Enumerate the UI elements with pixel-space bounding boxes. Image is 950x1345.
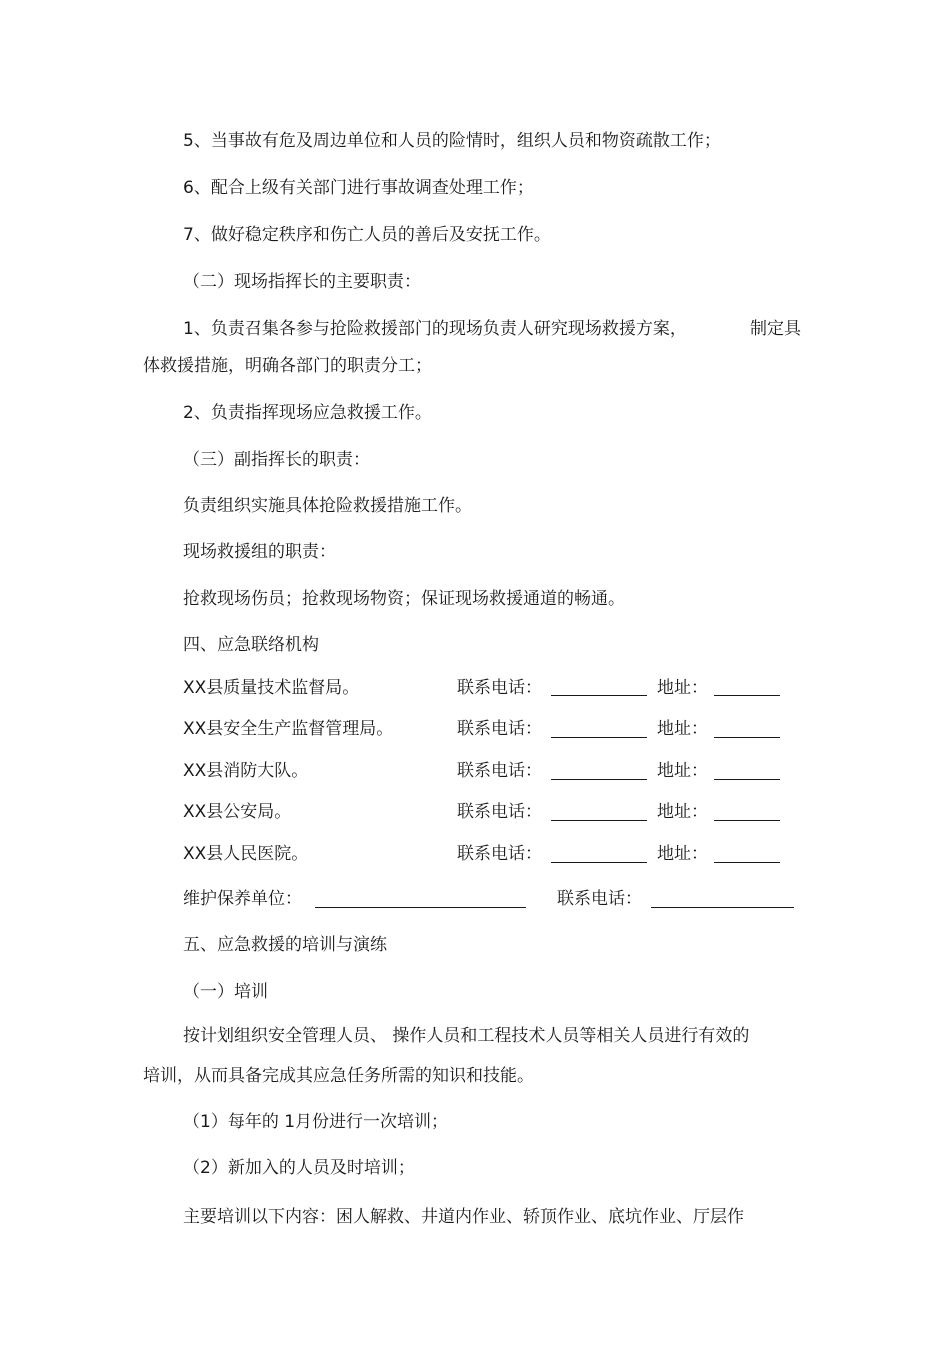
training-content: 主要培训以下内容：困人解救、井道内作业、轿顶作业、底坑作业、厅层作 xyxy=(183,1207,744,1227)
training-subheading: （一）培训 xyxy=(183,982,268,1002)
contact-address-blank[interactable] xyxy=(714,779,780,780)
training-intro-line-2: 培训，从而具备完成其应急任务所需的知识和技能。 xyxy=(143,1066,534,1086)
commander-duty-1-part-b: 制定具 xyxy=(750,319,801,339)
contact-address-blank[interactable] xyxy=(714,862,780,863)
contact-phone-blank[interactable] xyxy=(551,820,647,821)
commander-duty-2: 2、负责指挥现场应急救援工作。 xyxy=(183,403,432,423)
contact-address-label: 地址： xyxy=(657,678,708,698)
duty-item-6: 6、配合上级有关部门进行事故调查处理工作； xyxy=(183,178,534,198)
contact-org: XX县安全生产监督管理局。 xyxy=(183,719,394,739)
training-section-heading: 五、应急救援的培训与演练 xyxy=(183,935,387,955)
training-item-1: （1）每年的 1月份进行一次培训； xyxy=(183,1112,449,1132)
training-item-2: （2）新加入的人员及时培训； xyxy=(183,1158,415,1178)
contact-address-label: 地址： xyxy=(657,719,708,739)
contact-org: XX县人民医院。 xyxy=(183,844,309,864)
contact-phone-blank[interactable] xyxy=(551,737,647,738)
contact-address-label: 地址： xyxy=(657,761,708,781)
duty-item-5: 5、当事故有危及周边单位和人员的险情时，组织人员和物资疏散工作； xyxy=(183,131,721,151)
commander-duty-1-part-a: 1、负责召集各参与抢险救援部门的现场负责人研究现场救援方案， xyxy=(183,319,687,339)
training-intro-line-1: 按计划组织安全管理人员、 操作人员和工程技术人员等相关人员进行有效的 xyxy=(183,1026,750,1046)
maintenance-unit-label: 维护保养单位： xyxy=(183,889,302,909)
contact-phone-blank[interactable] xyxy=(551,779,647,780)
commander-duty-1-part-c: 体救援措施，明确各部门的职责分工； xyxy=(143,356,432,376)
contact-org: XX县质量技术监督局。 xyxy=(183,678,360,698)
contact-phone-label: 联系电话： xyxy=(457,678,542,698)
commander-duties-heading: （二）现场指挥长的主要职责： xyxy=(183,272,421,292)
contact-phone-label: 联系电话： xyxy=(457,761,542,781)
contact-address-label: 地址： xyxy=(657,802,708,822)
maintenance-phone-label: 联系电话： xyxy=(557,889,642,909)
contact-address-label: 地址： xyxy=(657,844,708,864)
contact-phone-blank[interactable] xyxy=(551,695,647,696)
contact-phone-label: 联系电话： xyxy=(457,802,542,822)
deputy-duties-heading: （三）副指挥长的职责： xyxy=(183,450,370,470)
contact-address-blank[interactable] xyxy=(714,695,780,696)
contact-phone-blank[interactable] xyxy=(551,862,647,863)
rescue-team-heading: 现场救援组的职责： xyxy=(183,542,336,562)
contact-address-blank[interactable] xyxy=(714,820,780,821)
contact-section-heading: 四、应急联络机构 xyxy=(183,635,319,655)
rescue-team-text: 抢救现场伤员；抢救现场物资；保证现场救援通道的畅通。 xyxy=(183,589,625,609)
contact-address-blank[interactable] xyxy=(714,737,780,738)
contact-org: XX县公安局。 xyxy=(183,802,292,822)
duty-item-7: 7、做好稳定秩序和伤亡人员的善后及安抚工作。 xyxy=(183,225,551,245)
deputy-duties-text: 负责组织实施具体抢险救援措施工作。 xyxy=(183,496,472,516)
contact-phone-label: 联系电话： xyxy=(457,844,542,864)
maintenance-phone-blank[interactable] xyxy=(651,907,794,908)
contact-org: XX县消防大队。 xyxy=(183,761,309,781)
contact-phone-label: 联系电话： xyxy=(457,719,542,739)
maintenance-unit-blank[interactable] xyxy=(315,907,526,908)
